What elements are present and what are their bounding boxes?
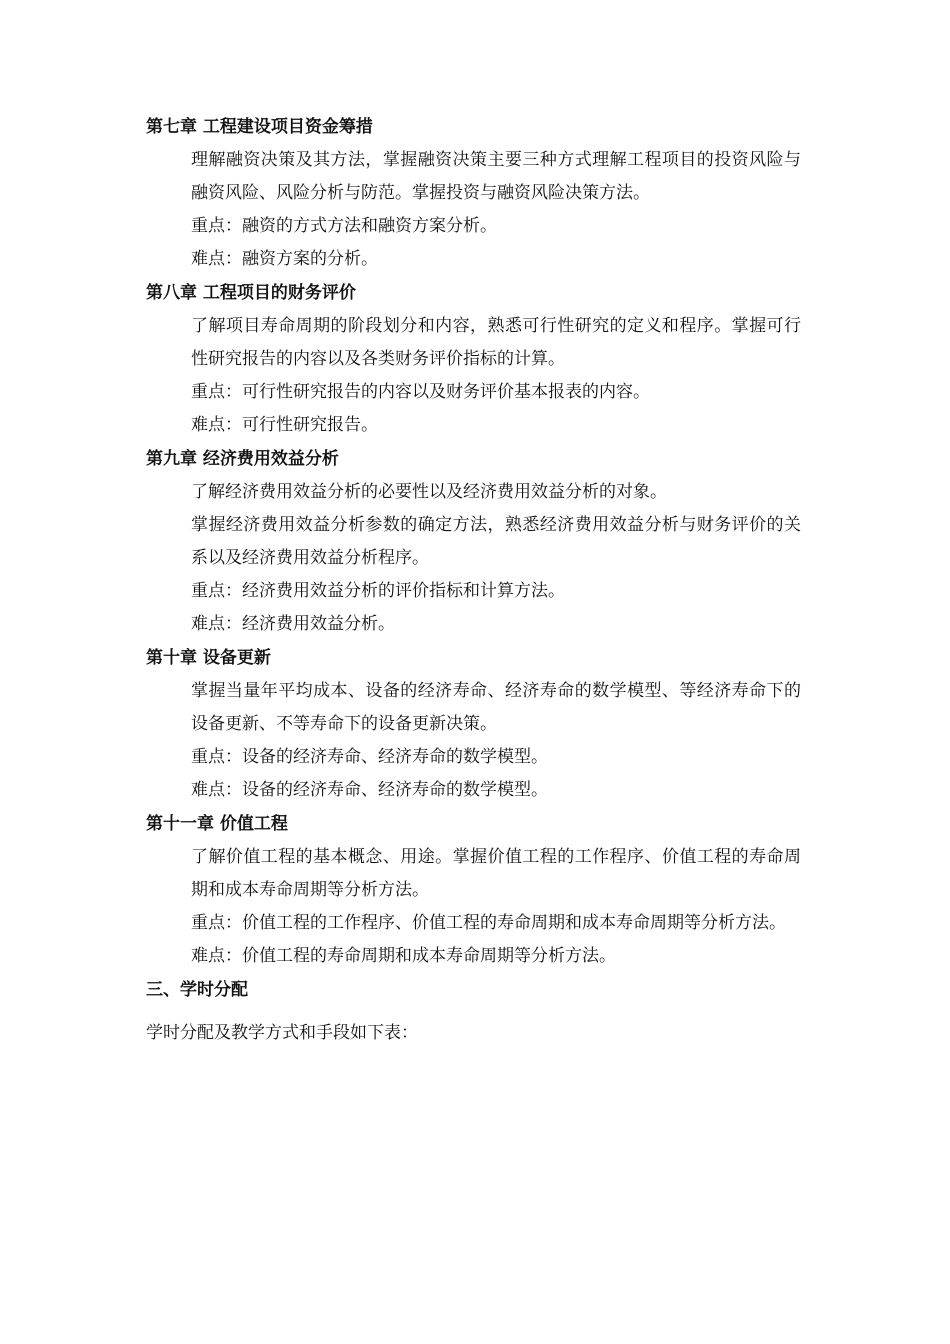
chapter-7 <box>146 110 801 276</box>
chapter-paragraph: 了解项目寿命周期的阶段划分和内容，熟悉可行性研究的定义和程序。掌握可行性研究报告的内容以及各类财务评价指标的计算。 <box>191 316 801 369</box>
section-hours-allocation <box>146 973 801 1050</box>
chapter-title: 第九章 经济费用效益分析 <box>146 449 339 469</box>
chapter-11 <box>146 807 801 973</box>
chapter-9 <box>146 442 801 641</box>
chapter-key-point: 重点：价值工程的工作程序、价值工程的寿命周期和成本寿命周期等分析方法。 <box>191 913 786 933</box>
chapter-title: 第十章 设备更新 <box>146 648 271 668</box>
chapter-paragraph: 了解经济费用效益分析的必要性以及经济费用效益分析的对象。 <box>191 482 667 502</box>
chapter-difficulty: 难点：价值工程的寿命周期和成本寿命周期等分析方法。 <box>191 946 616 966</box>
section-text: 学时分配及教学方式和手段如下表： <box>146 1023 418 1043</box>
chapter-paragraph: 掌握经济费用效益分析参数的确定方法，熟悉经济费用效益分析与财务评价的关系以及经济费用效益分析程序。 <box>191 515 801 568</box>
section-title: 三、学时分配 <box>146 980 248 1000</box>
chapter-title: 第七章 工程建设项目资金筹措 <box>146 117 373 137</box>
chapter-difficulty: 难点：经济费用效益分析。 <box>191 614 395 634</box>
chapter-10 <box>146 641 801 807</box>
chapter-8 <box>146 276 801 442</box>
chapter-key-point: 重点：融资的方式方法和融资方案分析。 <box>191 216 497 236</box>
chapter-difficulty: 难点：可行性研究报告。 <box>191 415 378 435</box>
chapter-paragraph: 理解融资决策及其方法，掌握融资决策主要三种方式理解工程项目的投资风险与融资风险、风险分析与防范。掌握投资与融资风险决策方法。 <box>191 150 801 203</box>
document-page <box>146 110 801 1050</box>
chapter-difficulty: 难点：设备的经济寿命、经济寿命的数学模型。 <box>191 780 548 800</box>
chapter-paragraph: 掌握当量年平均成本、设备的经济寿命、经济寿命的数学模型、等经济寿命下的设备更新、不等寿命下的设备更新决策。 <box>191 681 801 734</box>
chapter-difficulty: 难点：融资方案的分析。 <box>191 249 378 269</box>
chapter-key-point: 重点：可行性研究报告的内容以及财务评价基本报表的内容。 <box>191 382 650 402</box>
chapter-paragraph: 了解价值工程的基本概念、用途。掌握价值工程的工作程序、价值工程的寿命周期和成本寿命周期等分析方法。 <box>191 847 801 900</box>
chapter-title: 第八章 工程项目的财务评价 <box>146 283 356 303</box>
chapter-key-point: 重点：设备的经济寿命、经济寿命的数学模型。 <box>191 747 548 767</box>
chapter-key-point: 重点：经济费用效益分析的评价指标和计算方法。 <box>191 581 565 601</box>
chapter-title: 第十一章 价值工程 <box>146 814 288 834</box>
